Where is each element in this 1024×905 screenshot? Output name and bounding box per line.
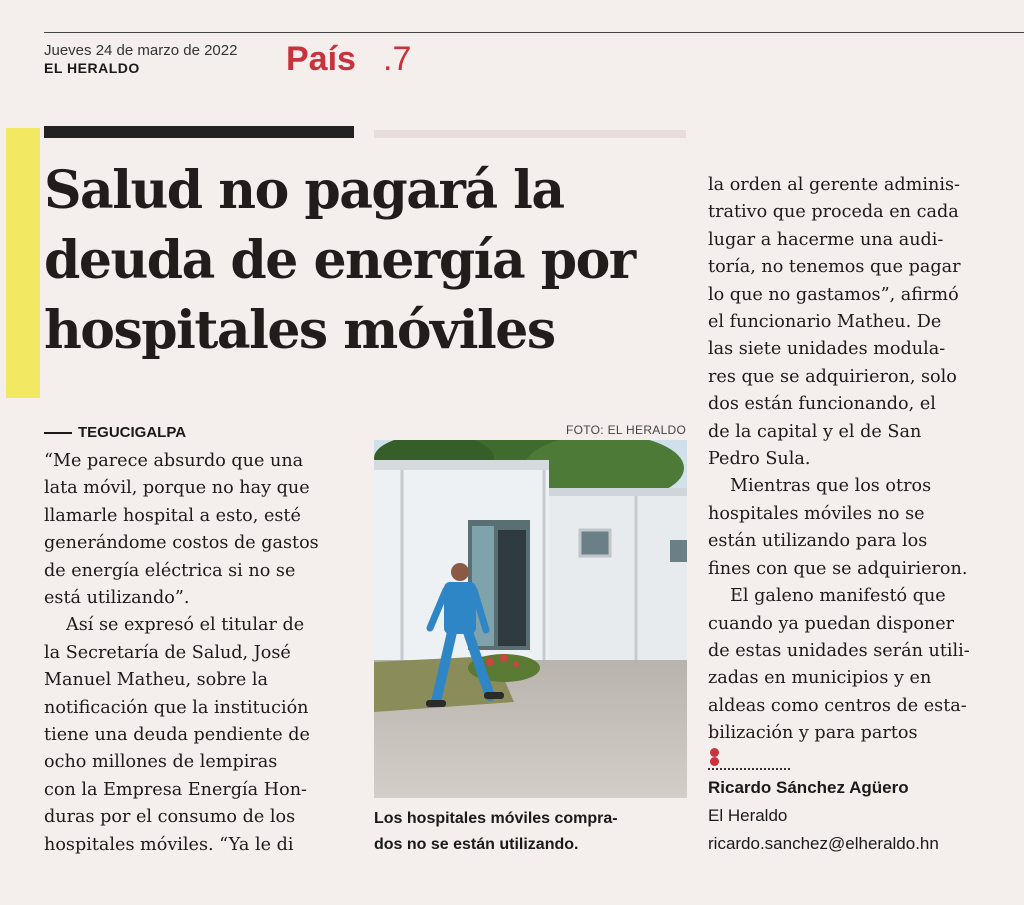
body-line: lugar a hacerme una audi- [708, 229, 944, 250]
body-line: zadas en municipios y en [708, 668, 932, 689]
body-line: dos están funcionando, el [708, 394, 936, 415]
body-line: el funcionario Matheu. De [708, 312, 942, 333]
body-line: Mientras que los otros [730, 476, 932, 497]
headline-line: deuda de energía por [44, 230, 635, 291]
body-line: tiene una deuda pendiente de [44, 725, 310, 746]
article-photo [374, 440, 687, 798]
body-line: están utilizando para los [708, 531, 928, 552]
body-line: está utilizando”. [44, 588, 190, 609]
body-line: las siete unidades modula- [708, 339, 946, 360]
photo-caption [374, 806, 694, 858]
body-line: El galeno manifestó que [730, 586, 946, 607]
body-line-last [708, 720, 1008, 765]
newspaper-name: EL HERALDO [44, 60, 140, 76]
body-line: de la capital y el de San [708, 421, 922, 442]
headline-line: hospitales móviles [44, 300, 555, 361]
header-rule [44, 32, 1024, 33]
body-line: bilización y para partos [708, 723, 918, 744]
caption-line: dos no se están utilizando. [374, 836, 579, 853]
bleed-through-rule [374, 130, 686, 138]
body-line: generándome costos de gastos [44, 533, 319, 554]
body-line: hospitales móviles. “Ya le di [44, 834, 294, 855]
body-line: res que se adquirieron, solo [708, 366, 957, 387]
author-outlet: El Heraldo [708, 806, 788, 825]
body-line: fines con que se adquirieron. [708, 558, 968, 579]
body-line: llamarle hospital a esto, esté [44, 505, 301, 526]
body-line: la orden al gerente adminis- [708, 175, 960, 195]
body-line: Manuel Matheu, sobre la [44, 670, 269, 691]
body-line: lo que no gastamos”, afirmó [708, 284, 959, 305]
body-line: duras por el consumo de los [44, 807, 296, 828]
headline-line: Salud no pagará la [44, 160, 564, 221]
body-line: “Me parece absurdo que una [44, 451, 304, 471]
mobile-hospital-photo [374, 440, 687, 798]
body-line: trativo que proceda en cada [708, 202, 959, 223]
body-line: la Secretaría de Salud, José [44, 642, 291, 663]
article-headline [44, 156, 704, 366]
body-line: hospitales móviles no se [708, 503, 925, 524]
body-line: aldeas como centros de esta- [708, 695, 967, 716]
body-line: toría, no tenemos que pagar [708, 257, 961, 278]
body-column-1 [44, 448, 360, 859]
body-line: de energía eléctrica si no se [44, 560, 296, 581]
body-line: con la Empresa Energía Hon- [44, 779, 307, 800]
body-line: Pedro Sula. [708, 449, 811, 470]
body-line: notificación que la institución [44, 697, 309, 718]
body-line: ocho millones de lempiras [44, 752, 278, 773]
signature-rule [708, 768, 790, 770]
author-email: ricardo.sanchez@elheraldo.hn [708, 834, 939, 853]
publication-date: Jueves 24 de marzo de 2022 [44, 42, 238, 59]
body-line: Así se expresó el titular de [66, 615, 305, 636]
caption-line: Los hospitales móviles compra- [374, 810, 618, 827]
body-line: de estas unidades serán utili- [708, 640, 970, 661]
headline-bar [44, 126, 354, 138]
dateline: TEGUCIGALPA [44, 424, 186, 441]
body-line: cuando ya puedan disponer [708, 613, 955, 634]
highlighter-mark [6, 128, 40, 398]
photo-credit: FOTO: EL HERALDO [566, 423, 687, 437]
body-column-3 [708, 172, 1008, 766]
section-name: País [286, 40, 356, 78]
author-name: Ricardo Sánchez Agüero [708, 778, 909, 797]
body-line: lata móvil, porque no hay que [44, 478, 310, 499]
page-number: .7 [383, 40, 412, 78]
end-mark-icon [708, 748, 1008, 766]
